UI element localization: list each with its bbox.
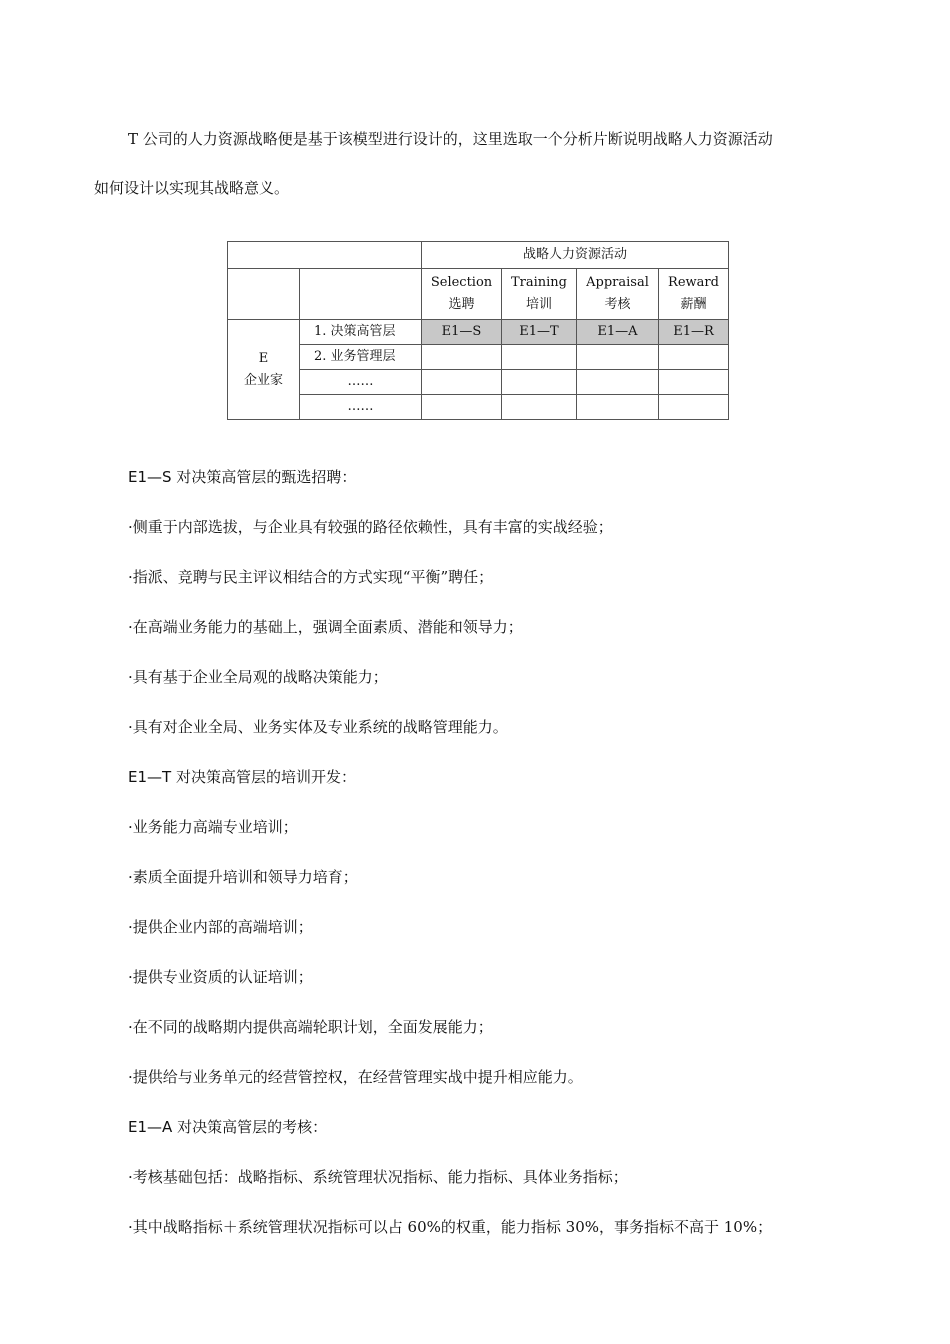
bullet-item: ·具有基于企业全局观的战略决策能力； (128, 668, 388, 686)
column-header-zh: 培训 (525, 297, 552, 312)
column-header-zh: 选聘 (448, 297, 475, 312)
row-group-code: E (258, 350, 269, 366)
hr-activity-table (227, 241, 729, 420)
bullet-item: ·提供专业资质的认证培训； (128, 968, 313, 986)
empty-cell (577, 395, 659, 420)
empty-cell (422, 370, 502, 395)
section-heading-e1a (128, 1116, 327, 1137)
row-group-entrepreneur (228, 320, 300, 420)
column-header-zh: 考核 (604, 297, 631, 312)
data-cell: E1—A (577, 320, 659, 345)
column-header-en: Training (510, 275, 568, 290)
column-header-en: Appraisal (586, 275, 649, 290)
row-group-label: 企业家 (243, 372, 283, 388)
section-code: E1—T (128, 768, 172, 786)
empty-cell (659, 345, 729, 370)
empty-cell (422, 345, 502, 370)
bullet-item: ·素质全面提升培训和领导力培育； (128, 868, 358, 886)
bullet-item: ·在高端业务能力的基础上，强调全面素质、潜能和领导力； (128, 618, 523, 636)
bullet-item: ·指派、竞聘与民主评议相结合的方式实现“平衡”聘任； (128, 568, 494, 586)
level-cell: 1. 决策高管层 (300, 320, 422, 345)
column-header-en: Selection (430, 275, 493, 290)
intro-line-2: 如何设计以实现其战略意义。 (94, 179, 290, 197)
section-heading-e1s (128, 466, 356, 487)
section-heading-text: 对决策高管层的考核： (172, 1118, 328, 1136)
data-cell: E1—S (422, 320, 502, 345)
level-cell: 2. 业务管理层 (300, 345, 422, 370)
empty-cell (577, 370, 659, 395)
empty-cell (659, 370, 729, 395)
data-cell: E1—T (502, 320, 577, 345)
column-header-selection (422, 269, 502, 320)
bullet-item: ·提供企业内部的高端培训； (128, 918, 313, 936)
section-code: E1—S (128, 468, 172, 486)
section-heading-text: 对决策高管层的甄选招聘： (171, 468, 357, 486)
bullet-item: ·业务能力高端专业培训； (128, 818, 298, 836)
section-heading-e1t (128, 766, 356, 787)
bullet-item: ·具有对企业全局、业务实体及专业系统的战略管理能力。 (128, 718, 508, 736)
blank-cell (228, 269, 300, 320)
data-cell: E1—R (659, 320, 729, 345)
intro-line-1: T 公司的人力资源战略便是基于该模型进行设计的，这里选取一个分析片断说明战略人力资源活动 (128, 130, 773, 148)
column-header-reward (659, 269, 729, 320)
level-cell: …… (300, 395, 422, 420)
section-heading-text: 对决策高管层的培训开发： (171, 768, 356, 786)
empty-cell (422, 395, 502, 420)
section-code: E1—A (128, 1118, 173, 1136)
column-header-appraisal (577, 269, 659, 320)
column-header-zh: 薪酬 (680, 297, 707, 312)
column-header-training (502, 269, 577, 320)
bullet-item: ·侧重于内部选拔，与企业具有较强的路径依赖性，具有丰富的实战经验； (128, 518, 613, 536)
column-header-en: Reward (668, 275, 719, 290)
empty-cell (577, 345, 659, 370)
bullet-item: ·其中战略指标＋系统管理状况指标可以占 60%的权重，能力指标 30%，事务指标不高于 10%； (128, 1218, 773, 1236)
empty-cell (659, 395, 729, 420)
bullet-item: ·考核基础包括：战略指标、系统管理状况指标、能力指标、具体业务指标； (128, 1168, 628, 1186)
bullet-item: ·提供给与业务单元的经营管控权，在经营管理实战中提升相应能力。 (128, 1068, 583, 1086)
bullet-item: ·在不同的战略期内提供高端轮职计划，全面发展能力； (128, 1018, 493, 1036)
blank-corner-cell (228, 242, 422, 269)
blank-cell (300, 269, 422, 320)
level-cell: …… (300, 370, 422, 395)
empty-cell (502, 370, 577, 395)
empty-cell (502, 345, 577, 370)
empty-cell (502, 395, 577, 420)
header-group-cell: 战略人力资源活动 (422, 242, 729, 269)
